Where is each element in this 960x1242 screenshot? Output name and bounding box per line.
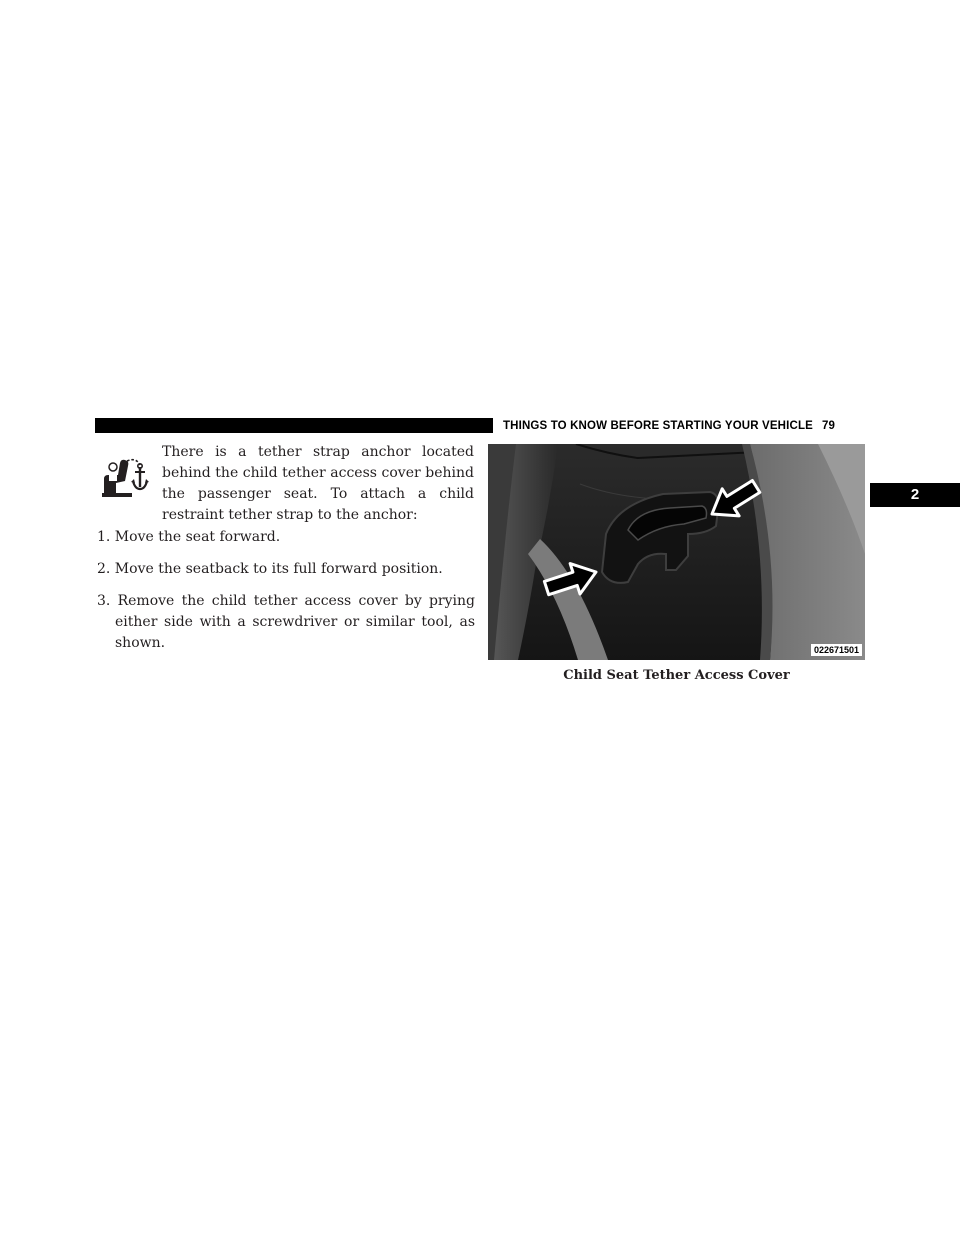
image-code: 022671501 (811, 644, 862, 656)
step-item: 3. Remove the child tether access cover by prying either side with a screwdriver or similar tool, as shown. (97, 593, 475, 651)
figure-photo (488, 444, 865, 660)
intro-paragraph: There is a tether strap anchor located behind the child tether access cover behind the passenger seat. To attach a child restraint tether strap to the anchor: (162, 444, 474, 523)
header-rule (95, 418, 493, 433)
child-tether-anchor-icon (96, 449, 150, 503)
step-item: 1. Move the seat forward. (97, 529, 281, 545)
running-header (503, 419, 867, 434)
chapter-tab: 2 (870, 483, 960, 507)
steps-list (97, 527, 475, 665)
figure-caption: Child Seat Tether Access Cover (563, 668, 790, 683)
page-number: 79 (821, 420, 836, 432)
step-item: 2. Move the seatback to its full forward position. (97, 561, 443, 577)
section-title: THINGS TO KNOW BEFORE STARTING YOUR VEHICLE (503, 420, 813, 432)
